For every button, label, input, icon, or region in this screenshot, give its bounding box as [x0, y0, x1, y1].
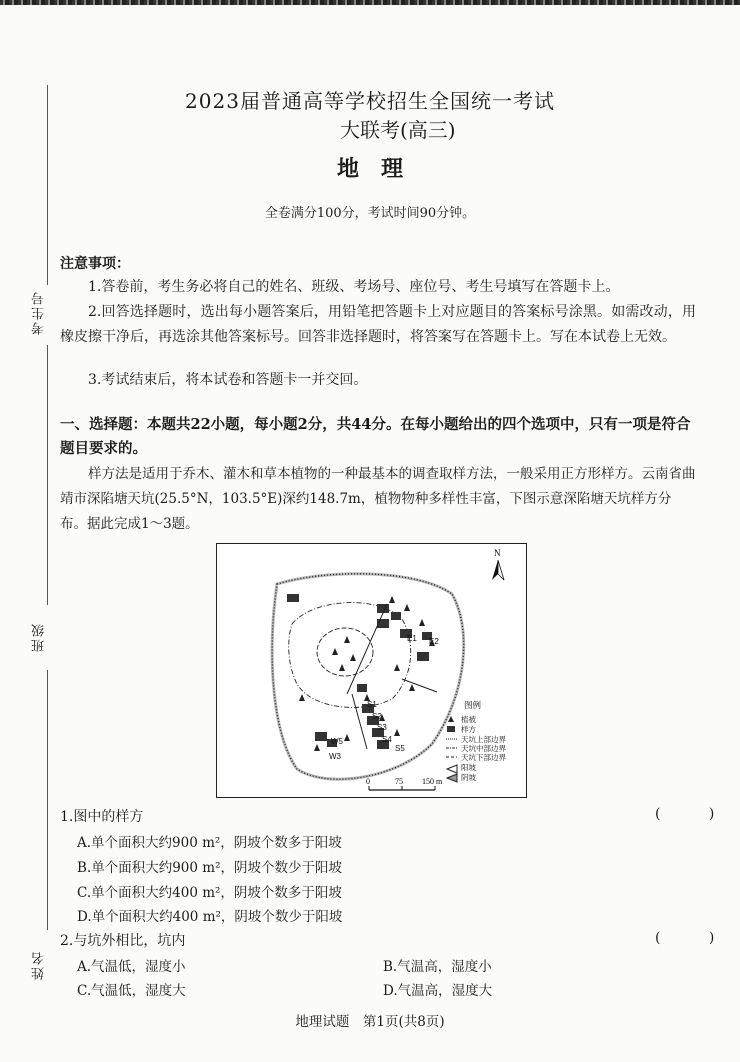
class-label: 班级: [32, 622, 47, 652]
question-stem: 1.图中的样方: [60, 809, 144, 825]
note-item: 2.回答选择题时，选出每小题答案后，用铅笔把答题卡上对应题目的答案标号涂黑。如需改动，用橡皮擦干净后，再选涂其他答案标号。回答非选择题时，将答案写在答题卡上。写在本试卷上无效。: [60, 304, 696, 345]
page-top-border: [0, 0, 740, 5]
north-arrow-icon: [492, 560, 504, 580]
option: D.单个面积大约400 m²，阴坡个数少于阳坡: [77, 909, 343, 925]
answer-paren: ( ): [655, 806, 737, 822]
scale-label: 150 m: [422, 777, 443, 786]
candidate-number-label: 考生号: [32, 290, 47, 335]
exam-title: 2023届普通高等学校招生全国统一考试: [185, 89, 555, 113]
plot-legend-icon: [447, 726, 455, 732]
plot-label: S1: [367, 700, 377, 709]
legend-item: 阳坡: [461, 763, 476, 772]
legend-title: 图例: [464, 700, 482, 710]
plot-label: E2: [429, 637, 439, 646]
option: A.单个面积大约900 m²，阴坡个数多于阳坡: [77, 835, 342, 851]
plot-label: E1: [407, 634, 417, 643]
notes-heading: 注意事项：: [60, 256, 130, 272]
scale-label: 75: [395, 777, 403, 786]
plot-label: S5: [395, 744, 405, 753]
section-intro: 样方法是适用于乔木、灌木和草本植物的一种最基本的调查取样方法，一般采用正方形样方。云南省曲靖市深陷塘天坑(25.5°N，103.5°E)深约148.7m，植物物种多样性丰富，下图示意深陷塘天坑样方分布。据此完成1～3题。: [60, 466, 696, 532]
note-item: 1.答卷前，考生务必将自己的姓名、班级、考场号、座位号、考生号填写在答题卡上。: [88, 279, 620, 295]
scale-label: 0: [366, 777, 370, 786]
page-footer: 地理试题 第1页(共8页): [295, 1014, 445, 1030]
plot-label: S3: [377, 723, 387, 732]
legend-item: 天坑中部边界: [461, 744, 506, 753]
legend-item: 阴坡: [461, 773, 476, 782]
legend-item: 天坑上部边界: [461, 735, 506, 744]
question-stem: 2.与坑外相比，坑内: [60, 933, 186, 949]
legend-item: 天坑下部边界: [461, 753, 506, 762]
upper-boundary: [272, 574, 464, 779]
legend-item: 植被: [461, 715, 476, 724]
margin-line: [47, 85, 48, 285]
answer-paren: ( ): [655, 930, 737, 946]
legend-item: 样方: [461, 725, 476, 734]
margin-line: [47, 345, 48, 605]
scale-bar: [366, 777, 443, 790]
section-heading: 一、选择题：本题共22小题，每小题2分，共44分。在每小题给出的四个选项中，只有一项是符合题目要求的。: [60, 416, 691, 457]
option: B.气温高，湿度小: [383, 959, 492, 975]
plot-label: W5: [331, 737, 343, 746]
note-item: 3.考试结束后，将本试卷和答题卡一并交回。: [88, 372, 368, 388]
exam-subtitle: 大联考(高三): [340, 118, 456, 142]
option: D.气温高，湿度大: [383, 983, 493, 999]
shady-slope-legend-icon: [447, 774, 457, 782]
option: A.气温低，湿度小: [77, 959, 186, 975]
plot-label: W3: [329, 752, 341, 761]
sinkhole-map-svg: [217, 544, 526, 797]
sinkhole-plot-map: [216, 543, 527, 798]
margin-line: [47, 670, 48, 930]
plot-label: S2: [372, 712, 382, 721]
plot-label: S4: [382, 735, 392, 744]
option: C.单个面积大约400 m²，阴坡个数多于阳坡: [77, 885, 342, 901]
name-label: 姓名: [32, 950, 47, 980]
option: C.气温低，湿度大: [77, 983, 186, 999]
exam-info: 全卷满分100分，考试时间90分钟。: [264, 206, 476, 221]
option: B.单个面积大约900 m²，阴坡个数少于阳坡: [77, 860, 342, 876]
subject-title: 地理: [336, 156, 425, 182]
north-label: N: [494, 548, 501, 558]
sunny-slope-legend-icon: [447, 765, 457, 773]
